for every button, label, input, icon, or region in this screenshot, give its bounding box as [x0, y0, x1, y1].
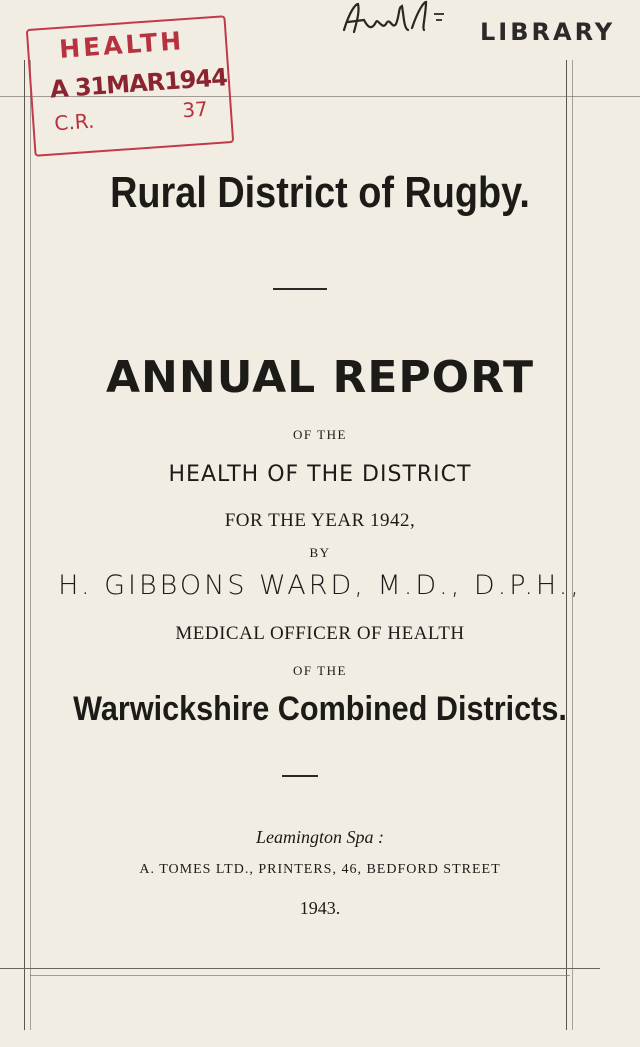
printer-line: A. TOMES LTD., PRINTERS, 46, BEDFORD STREET [139, 862, 501, 877]
of-the-label-1: OF THE [293, 427, 347, 442]
health-heading: HEALTH OF THE DISTRICT [168, 462, 472, 487]
publication-place: Leamington Spa : [256, 827, 384, 847]
of-the-label-2: OF THE [293, 663, 347, 678]
divider-rule-top [273, 288, 327, 290]
report-heading: ANNUAL REPORT [106, 352, 534, 403]
divider-rule-bottom [282, 775, 318, 777]
year-line: FOR THE YEAR 1942, [224, 510, 416, 531]
officer-title: MEDICAL OFFICER OF HEALTH [175, 623, 465, 644]
districts-heading: Warwickshire Combined Districts. [73, 690, 567, 728]
district-title: Rural District of Rugby. [110, 168, 530, 217]
by-label: BY [309, 545, 331, 560]
publication-year: 1943. [299, 898, 341, 918]
handwritten-signature [338, 0, 478, 36]
stamp-date-text: A 31MAR1944 [49, 63, 228, 104]
bottom-rule [0, 968, 600, 969]
stamp-health-text: HEALTH [58, 26, 186, 64]
library-label: LIBRARY [480, 18, 616, 46]
author-name: H. GIBBONS WARD, M.D., D.P.H., [58, 570, 582, 601]
stamp-number-text: 37 [181, 96, 209, 123]
bottom-rule-2 [30, 975, 570, 976]
library-stamp [26, 15, 234, 157]
stamp-code-text: C.R. [53, 108, 96, 136]
